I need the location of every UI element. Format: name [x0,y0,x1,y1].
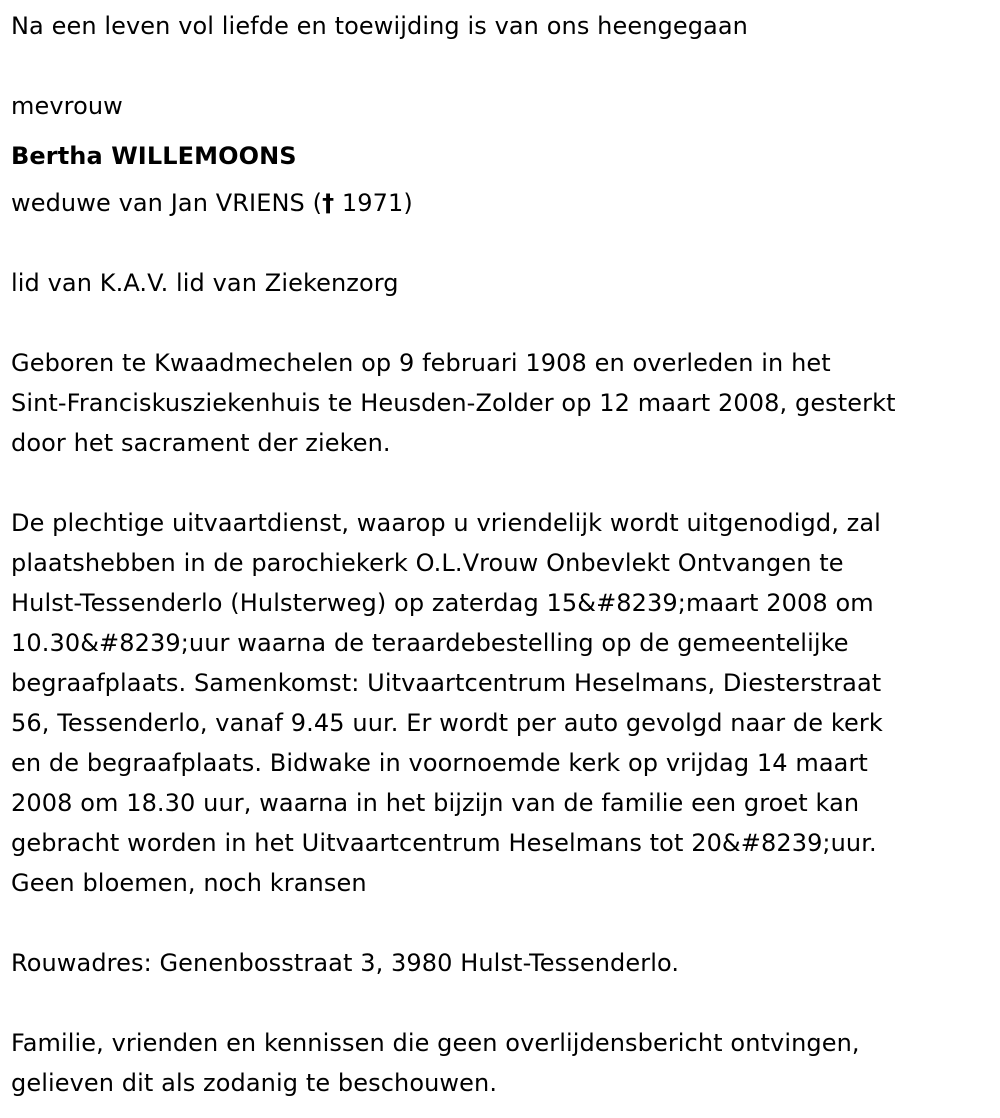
paragraph-line: gebracht worden in het Uitvaartcentrum Heselmans tot 20&#8239;uur. [11,829,877,857]
paragraph-line: door het sacrament der zieken. [11,429,391,457]
closing-paragraph [11,1023,1000,1103]
paragraph-line: Geboren te Kwaadmechelen op 9 februari 1908 en overleden in het [11,349,831,377]
salutation: mevrouw [11,92,123,120]
paragraph-line: plaatshebben in de parochiekerk O.L.Vrouw Onbevlekt Ontvangen te [11,549,844,577]
memberships: lid van K.A.V. lid van Ziekenzorg [11,269,399,297]
paragraph-line: 56, Tessenderlo, vanaf 9.45 uur. Er wordt per auto gevolgd naar de kerk [11,709,883,737]
spacer [11,46,1000,86]
spacer [11,223,1000,263]
widow-suffix: 1971) [341,189,413,217]
deceased-name: Bertha WILLEMOONS [11,142,297,170]
widow-prefix: weduwe van Jan VRIENS ( [11,189,323,217]
paragraph-line: Geen bloemen, noch kransen [11,869,367,897]
spacer [11,903,1000,943]
paragraph-line: Sint-Franciskusziekenhuis te Heusden-Zolder op 12 maart 2008, gesterkt [11,389,896,417]
paragraph-line: Familie, vrienden en kennissen die geen overlijdensbericht ontvingen, [11,1029,860,1057]
paragraph-line: De plechtige uitvaartdienst, waarop u vriendelijk wordt uitgenodigd, zal [11,509,881,537]
spacer [11,303,1000,343]
paragraph-line: Hulst-Tessenderlo (Hulsterweg) op zaterdag 15&#8239;maart 2008 om [11,589,874,617]
funeral-paragraph [11,503,1000,903]
cross-icon: † [322,189,335,217]
widow-line [11,183,1000,223]
spacer [11,983,1000,1023]
birth-death-paragraph [11,343,1000,463]
paragraph-line: en de begraafplaats. Bidwake in voornoemde kerk op vrijdag 14 maart [11,749,868,777]
paragraph-line: 2008 om 18.30 uur, waarna in het bijzijn van de familie een groet kan [11,789,860,817]
intro-text: Na een leven vol liefde en toewijding is van ons heengegaan [11,12,748,40]
mourning-address: Rouwadres: Genenbosstraat 3, 3980 Hulst-Tessenderlo. [11,949,680,977]
paragraph-line: 10.30&#8239;uur waarna de teraardebestelling op de gemeentelijke [11,629,849,657]
paragraph-line: begraafplaats. Samenkomst: Uitvaartcentrum Heselmans, Diesterstraat [11,669,882,697]
paragraph-line: gelieven dit als zodanig te beschouwen. [11,1069,498,1097]
spacer [11,463,1000,503]
